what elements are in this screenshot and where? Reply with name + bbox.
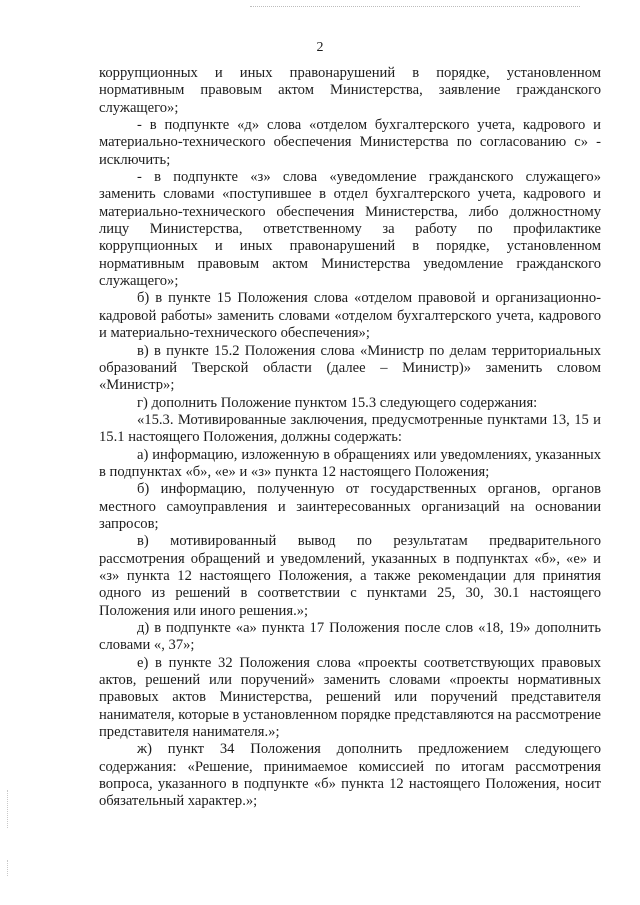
scan-edge-line (250, 6, 580, 7)
scan-margin-mark (7, 790, 8, 828)
paragraph-15-3-b: б) информацию, полученную от государственных органов, органов местного самоуправления и заинтересованных организаций на основании запросов; (99, 481, 601, 532)
paragraph-item-e: е) в пункте 32 Положения слова «проекты соответствующих правовых актов, решений или поручений» заменить словами «проекты нормативных правовых актов Министерства, решений или поручений представителя нанимателя, которые в установленном порядке представляются на рассмотрение представителя нанимателя.»; (99, 654, 601, 741)
paragraph-15-3-a: а) информацию, изложенную в обращениях или уведомлениях, указанных в подпунктах «б», «е» и «з» пункта 12 настоящего Положения; (99, 446, 601, 480)
paragraph-item-zh: ж) пункт 34 Положения дополнить предложением следующего содержания: «Решение, принимаемое комиссией по итогам рассмотрения вопроса, указанного в подпункте «б» пункта 12 настоящего Положения, носит обязательный характер.»; (99, 741, 601, 810)
document-body (99, 65, 601, 811)
paragraph-15-3: «15.3. Мотивированные заключения, предусмотренные пунктами 13, 15 и 15.1 настоящего Положения, должны содержать: (99, 411, 601, 446)
paragraph-subpoint-d: - в подпункте «д» слова «отделом бухгалтерского учета, кадрового и материально-технического обеспечения Министерства по согласованию с» - исключить; (99, 117, 601, 168)
paragraph-item-d: д) в подпункте «а» пункта 17 Положения после слов «18, 19» дополнить словами «, 37»; (99, 620, 601, 654)
paragraph-continuation: коррупционных и иных правонарушений в порядке, установленном нормативным правовым актом Министерства, заявление гражданского служащего»; (99, 65, 601, 116)
paragraph-15-3-v: в) мотивированный вывод по результатам предварительного рассмотрения обращений и уведомлений, указанных в подпунктах «б», «е» и «з» пункта 12 настоящего Положения, а также рекомендации для принятия одного из решений в соответствии с пунктами 25, 30, 30.1 настоящего Положения или иного решения.»; (99, 533, 601, 619)
scan-margin-mark (7, 860, 8, 876)
paragraph-item-b: б) в пункте 15 Положения слова «отделом правовой и организационно-кадровой работы» заменить словами «отделом бухгалтерского учета, кадрового и материально-технического обеспечения»; (99, 290, 601, 342)
paragraph-item-v: в) в пункте 15.2 Положения слова «Министр по делам территориальных образований Тверской области (далее – Министр)» заменить словом «Министр»; (99, 342, 601, 394)
page-number: 2 (316, 40, 324, 55)
paragraph-subpoint-z: - в подпункте «з» слова «уведомление гражданского служащего» заменить словами «поступившее в отдел бухгалтерского учета, кадрового и материально-технического обеспечения Министерства, либо должностному лицу Министерства, ответственному за работу по профилактике коррупционных и иных правонарушений в порядке, установленном нормативным правовым актом Министерства уведомление гражданского служащего»; (99, 169, 601, 290)
paragraph-item-g: г) дополнить Положение пунктом 15.3 следующего содержания: (137, 394, 538, 411)
